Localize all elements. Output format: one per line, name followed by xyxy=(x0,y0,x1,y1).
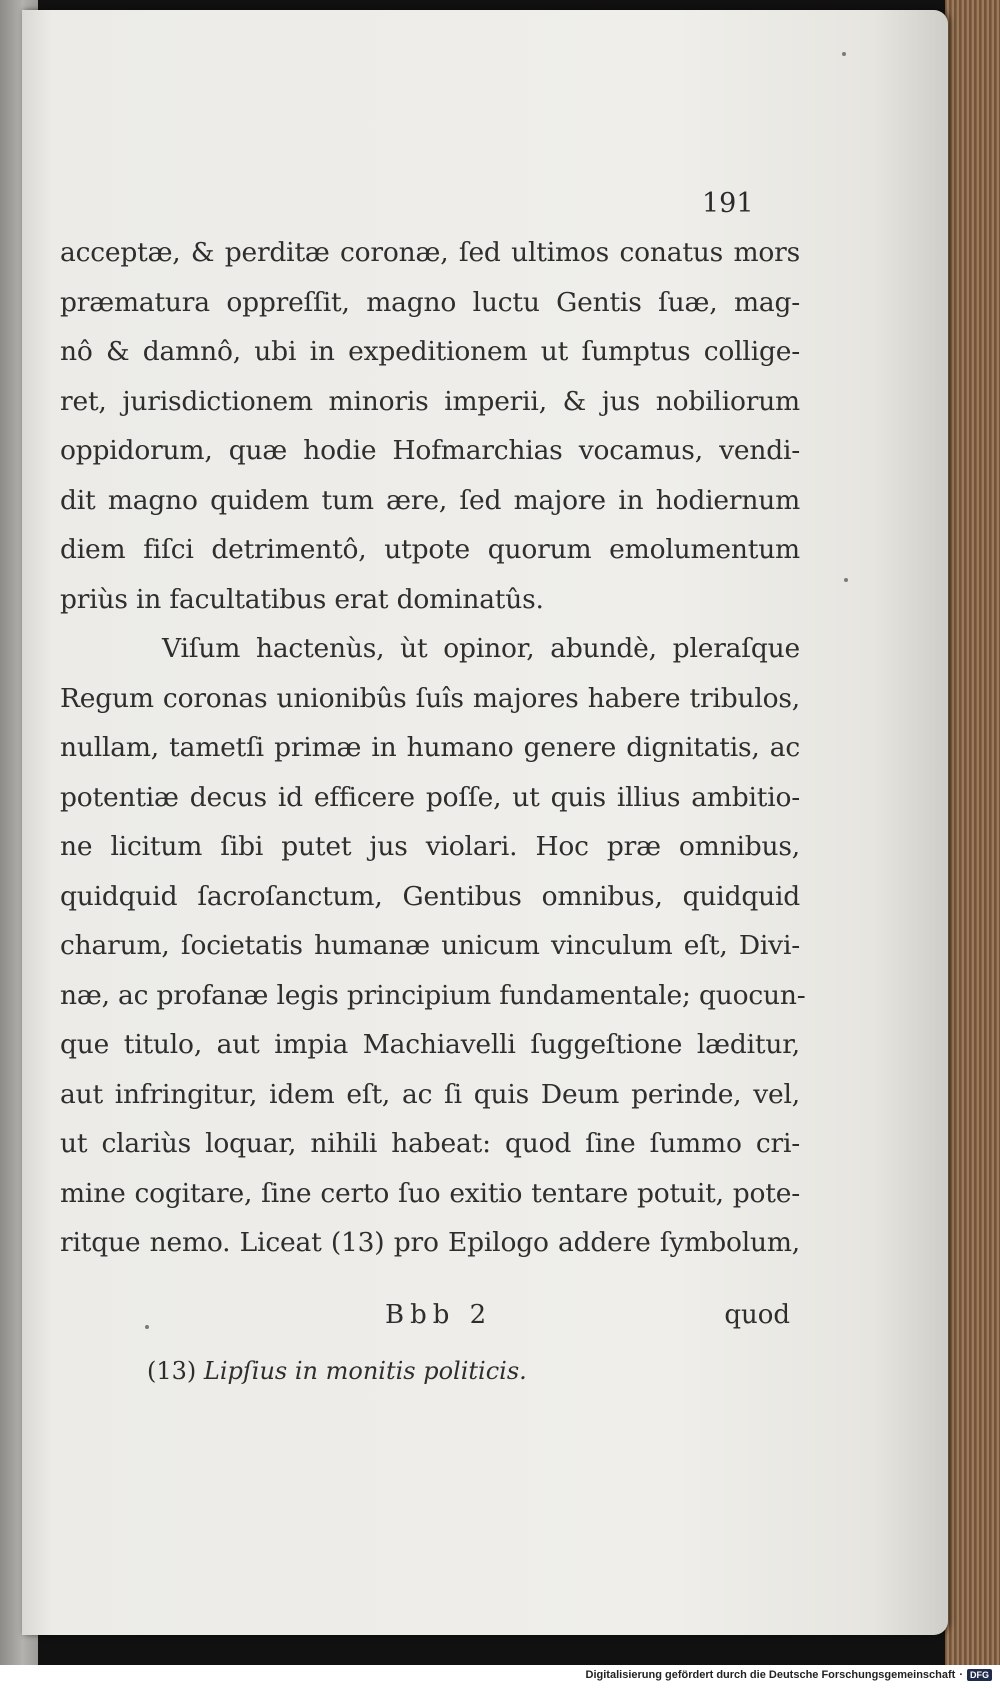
text-line: Regum coronas unionibûs ſuîs majores habere tribulos, xyxy=(60,682,800,714)
text-line: dit magno quidem tum ære, ſed majore in hodiernum xyxy=(60,484,800,516)
text-line: Viſum hactenùs, ùt opinor, abundè, pleraſque xyxy=(162,633,800,664)
text-line: næ, ac profanæ legis principium fundamentale; quocun- xyxy=(60,979,806,1011)
text-line: mine cogitare, ſine certo ſuo exitio tentare potuit, pote- xyxy=(60,1177,800,1209)
text-line: ne licitum ſibi putet jus violari. Hoc præ omnibus, xyxy=(60,831,800,862)
text-line: potentiæ decus id efficere poſſe, ut quis illius ambitio- xyxy=(60,781,800,813)
text-line: oppidorum, quæ hodie Hofmarchias vocamus, vendi- xyxy=(60,435,800,466)
footnote-marker: (13) xyxy=(147,1357,197,1385)
text-line: ritque nemo. Liceat (13) pro Epilogo addere ſymbolum, xyxy=(60,1227,800,1258)
text-line: præmatura oppreſſit, magno luctu Gentis ſuæ, mag- xyxy=(60,286,800,318)
text-line: ret, jurisdictionem minoris imperii, & jus nobiliorum xyxy=(60,385,800,417)
stamp-text: Digitalisierung gefördert durch die Deutsche Forschungsgemeinschaft xyxy=(585,1669,956,1681)
text-line: ut clariùs loquar, nihili habeat: quod ſine ſummo cri- xyxy=(60,1128,800,1159)
dash-separator: · xyxy=(959,1669,963,1681)
text-line: diem fiſci detrimentô, utpote quorum emolumentum xyxy=(60,534,800,565)
text-line: quidquid ſacroſanctum, Gentibus omnibus, quidquid xyxy=(60,880,800,912)
digitization-stamp xyxy=(586,1669,992,1681)
text-line: nullam, tametſi primæ in humano genere dignitatis, ac xyxy=(60,732,800,763)
text-line: que titulo, aut impia Machiavelli ſuggeſtione læditur, xyxy=(60,1029,800,1060)
book-page xyxy=(22,10,948,1635)
text-line: acceptæ, & perditæ coronæ, ſed ultimos conatus mors xyxy=(60,237,800,268)
digitization-footer xyxy=(0,1665,1000,1689)
text-line: aut infringitur, idem eſt, ac ſi quis Deum perinde, vel, xyxy=(60,1078,800,1110)
paper-speck xyxy=(844,578,848,582)
text-line: nô & damnô, ubi in expeditionem ut ſumptus collige- xyxy=(60,336,800,367)
catchword: quod xyxy=(724,1300,790,1330)
text-line: charum, ſocietatis humanæ unicum vinculum eſt, Divi- xyxy=(60,930,800,961)
body-text xyxy=(60,228,806,1268)
paper-speck xyxy=(842,52,846,56)
dfg-logo-icon: DFG xyxy=(967,1669,992,1681)
catchline xyxy=(60,1300,800,1340)
text-line: priùs in facultatibus erat dominatûs. xyxy=(60,583,544,615)
footnote xyxy=(147,1357,527,1385)
signature-mark: Bbb 2 xyxy=(385,1300,493,1330)
footnote-text: Lipſius in monitis politicis. xyxy=(203,1357,527,1385)
page-number: 191 xyxy=(702,188,754,219)
book-page-edges xyxy=(945,0,1000,1665)
